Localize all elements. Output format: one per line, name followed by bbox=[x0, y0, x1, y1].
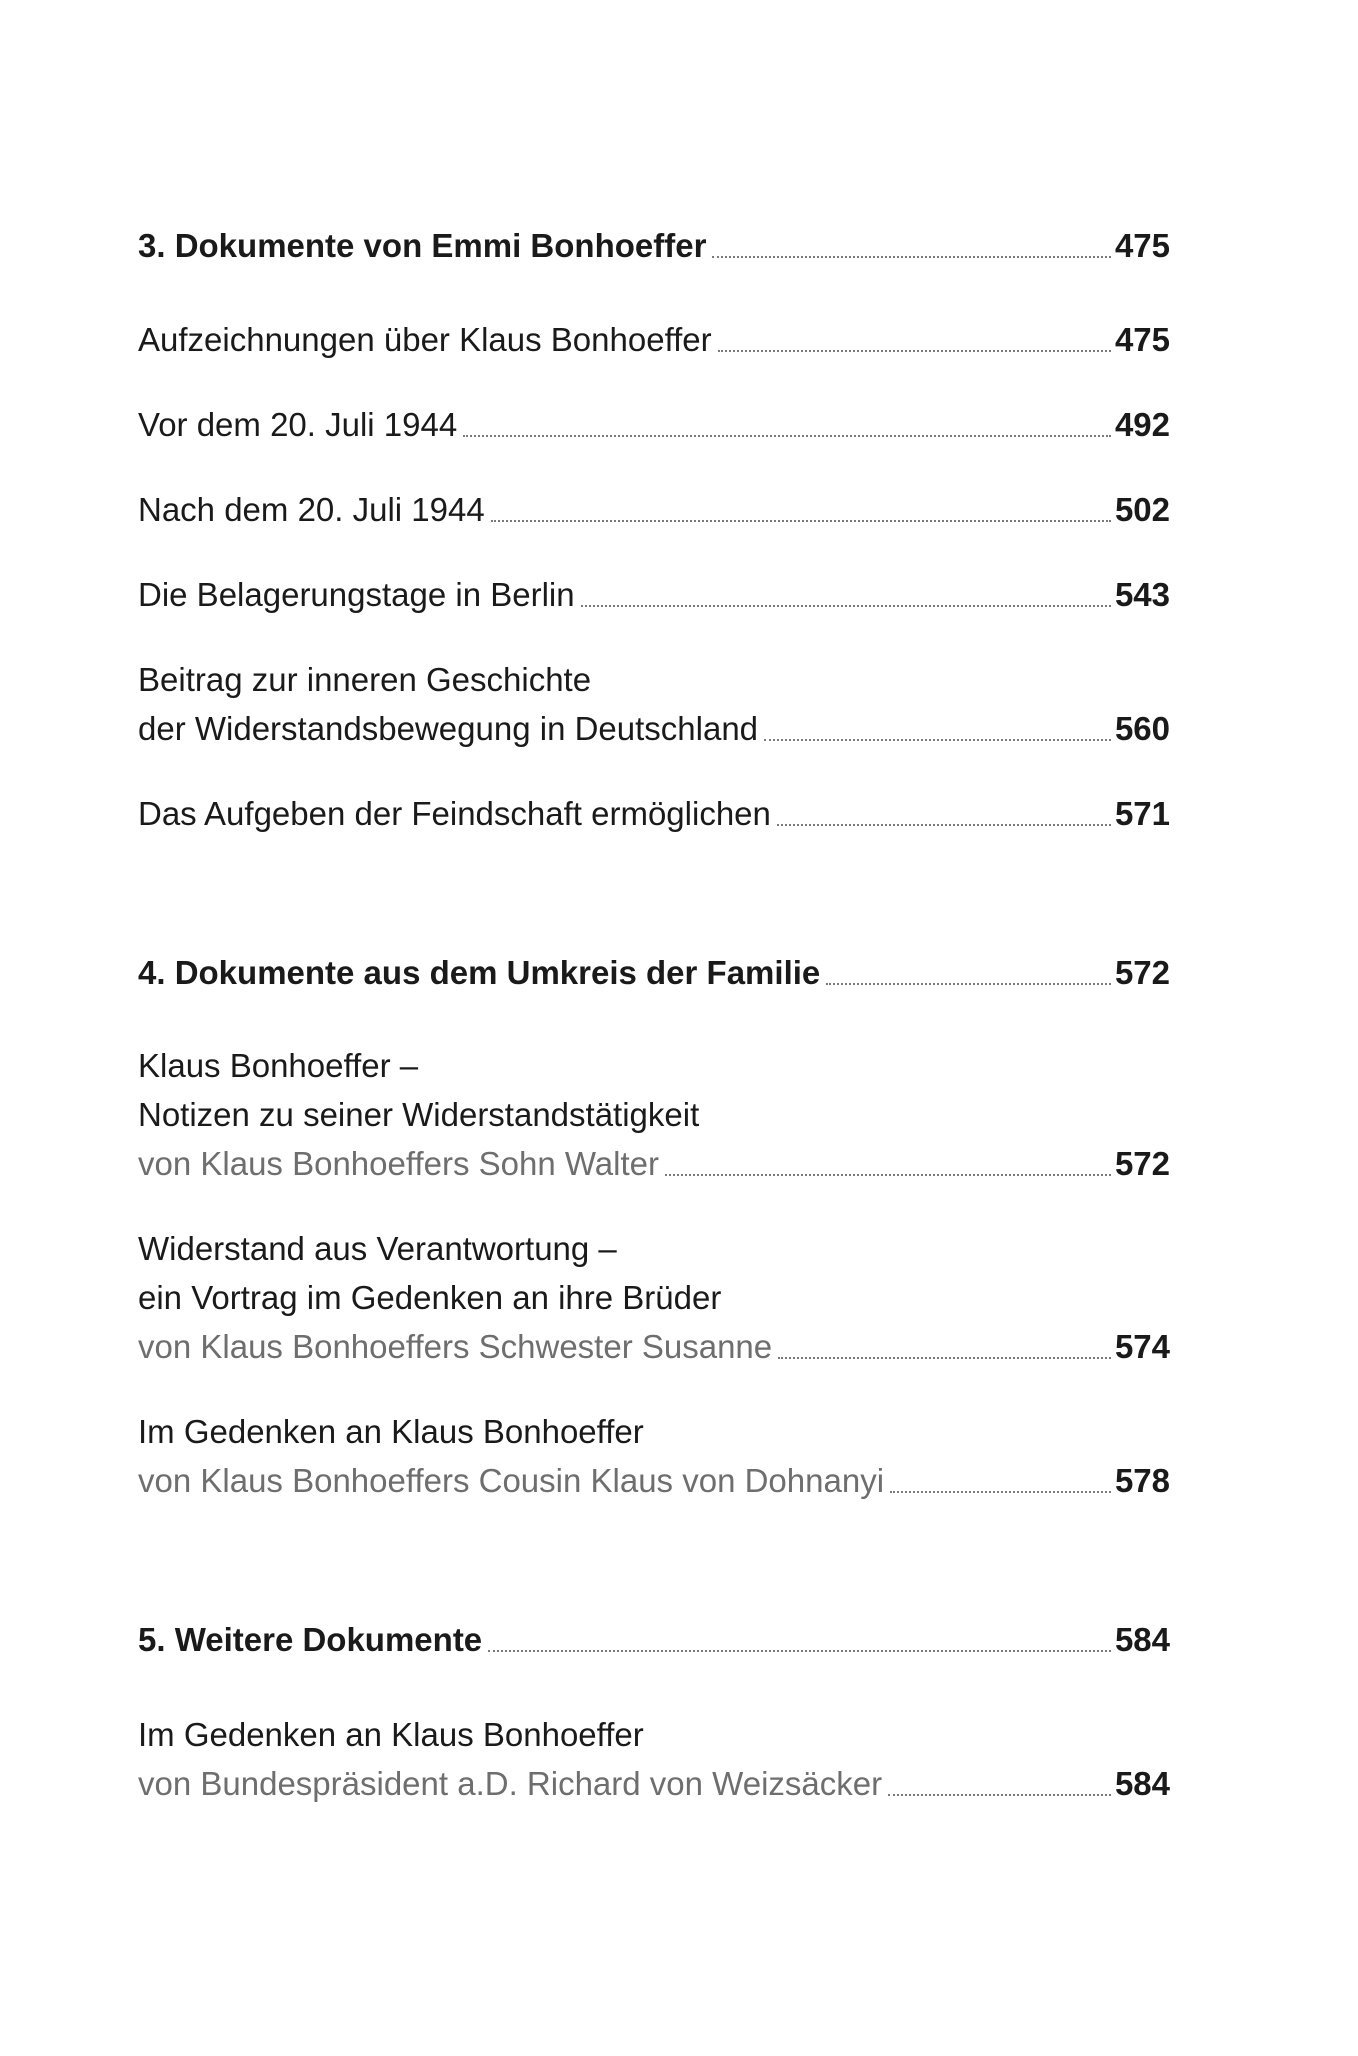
toc-section-heading[interactable] bbox=[138, 224, 1170, 268]
section-title: 4. Dokumente aus dem Umkreis der Familie bbox=[138, 954, 821, 991]
toc-entry[interactable] bbox=[138, 792, 1170, 836]
entry-title: der Widerstandsbewegung in Deutschland bbox=[138, 710, 759, 747]
entry-author: von Klaus Bonhoeffers Schwester Susanne bbox=[138, 1328, 773, 1365]
entry-author: von Klaus Bonhoeffers Cousin Klaus von Dohnanyi bbox=[138, 1462, 885, 1499]
entry-title-line[interactable]: Widerstand aus Verantwortung – bbox=[138, 1230, 617, 1267]
entry-title-line[interactable]: Im Gedenken an Klaus Bonhoeffer bbox=[138, 1716, 644, 1753]
page-number: 475 bbox=[1114, 227, 1170, 264]
dot-leader bbox=[826, 983, 1111, 985]
dot-leader bbox=[463, 435, 1111, 437]
toc-entry[interactable] bbox=[138, 707, 1170, 751]
entry-title: Vor dem 20. Juli 1944 bbox=[138, 406, 458, 443]
toc-entry[interactable] bbox=[138, 318, 1170, 362]
section-title: 5. Weitere Dokumente bbox=[138, 1621, 483, 1658]
entry-author: von Klaus Bonhoeffers Sohn Walter bbox=[138, 1145, 659, 1182]
toc-entry[interactable] bbox=[138, 573, 1170, 617]
page-number: 543 bbox=[1114, 576, 1170, 613]
dot-leader bbox=[777, 824, 1111, 826]
entry-title: Das Aufgeben der Feindschaft ermöglichen bbox=[138, 795, 771, 832]
dot-leader bbox=[491, 520, 1111, 522]
entry-title-line[interactable]: Notizen zu seiner Widerstandstätigkeit bbox=[138, 1096, 700, 1133]
page-number: 475 bbox=[1114, 321, 1170, 358]
dot-leader bbox=[712, 256, 1111, 258]
dot-leader bbox=[890, 1491, 1111, 1493]
page-number: 492 bbox=[1114, 406, 1170, 443]
toc-section-heading[interactable] bbox=[138, 1618, 1170, 1662]
entry-title-line[interactable]: Klaus Bonhoeffer – bbox=[138, 1047, 419, 1084]
toc-entry[interactable] bbox=[138, 1459, 1170, 1503]
toc-entry[interactable] bbox=[138, 403, 1170, 447]
entry-title: Die Belagerungstage in Berlin bbox=[138, 576, 575, 613]
section-title: 3. Dokumente von Emmi Bonhoeffer bbox=[138, 227, 707, 264]
dot-leader bbox=[718, 350, 1111, 352]
page-number: 502 bbox=[1114, 491, 1170, 528]
page-number: 578 bbox=[1114, 1462, 1170, 1499]
table-of-contents bbox=[138, 0, 1170, 2056]
page-number: 584 bbox=[1114, 1621, 1170, 1658]
page-number: 572 bbox=[1114, 1145, 1170, 1182]
dot-leader bbox=[778, 1357, 1111, 1359]
dot-leader bbox=[764, 739, 1111, 741]
entry-title-line[interactable]: ein Vortrag im Gedenken an ihre Brüder bbox=[138, 1279, 722, 1316]
dot-leader bbox=[488, 1650, 1111, 1652]
page-number: 560 bbox=[1114, 710, 1170, 747]
toc-section-heading[interactable] bbox=[138, 951, 1170, 995]
page-number: 571 bbox=[1114, 795, 1170, 832]
entry-title-line[interactable]: Im Gedenken an Klaus Bonhoeffer bbox=[138, 1413, 644, 1450]
toc-entry[interactable] bbox=[138, 1142, 1170, 1186]
page-number: 572 bbox=[1114, 954, 1170, 991]
dot-leader bbox=[581, 605, 1111, 607]
dot-leader bbox=[665, 1174, 1111, 1176]
page-number: 584 bbox=[1114, 1765, 1170, 1802]
toc-entry[interactable] bbox=[138, 1762, 1170, 1806]
dot-leader bbox=[888, 1794, 1111, 1796]
entry-title: Nach dem 20. Juli 1944 bbox=[138, 491, 485, 528]
page-number: 574 bbox=[1114, 1328, 1170, 1365]
entry-author: von Bundespräsident a.D. Richard von Weizsäcker bbox=[138, 1765, 883, 1802]
entry-title-line[interactable]: Beitrag zur inneren Geschichte bbox=[138, 661, 592, 698]
entry-title: Aufzeichnungen über Klaus Bonhoeffer bbox=[138, 321, 712, 358]
toc-entry[interactable] bbox=[138, 1325, 1170, 1369]
toc-entry[interactable] bbox=[138, 488, 1170, 532]
